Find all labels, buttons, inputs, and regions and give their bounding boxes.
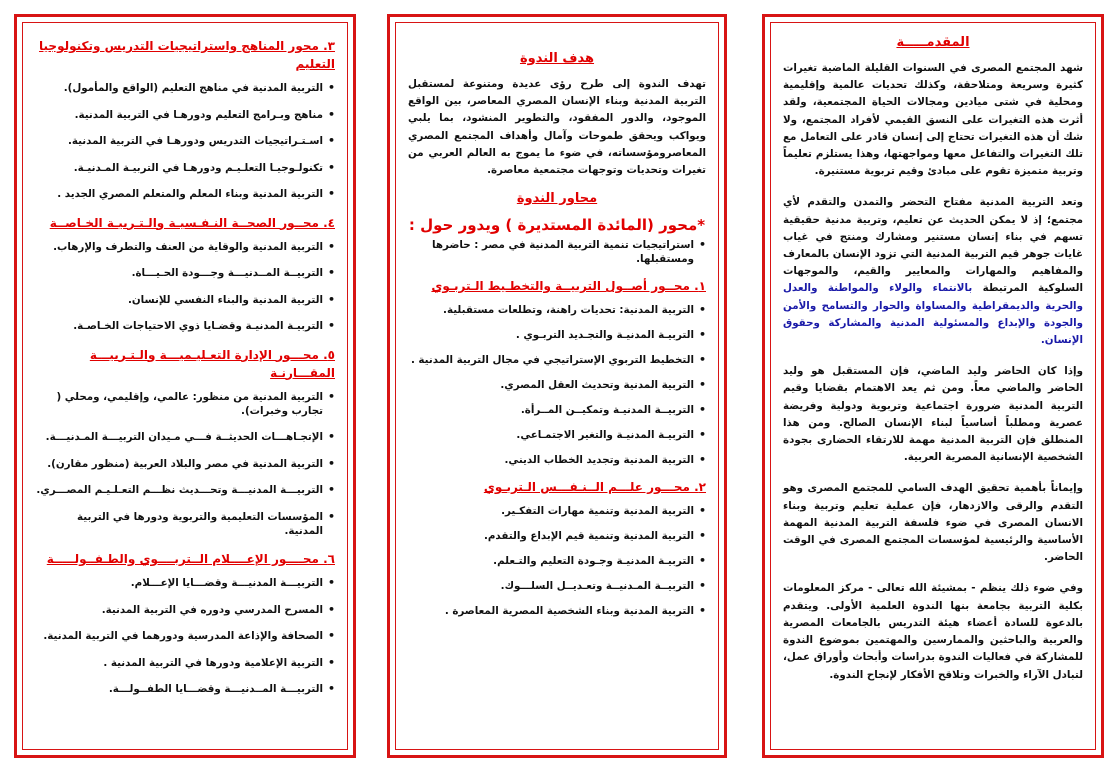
list-item: • التربية المدنية من منظور: عالمي، وإقليمي، ومحلي ( تجارب وخبرات). <box>35 390 335 418</box>
axis6-list <box>35 576 335 696</box>
list-item: • التربية المدنية وتنمية مهارات التفكـير. <box>408 504 706 518</box>
axis1-list <box>408 303 706 467</box>
axis3-list <box>35 81 335 201</box>
paragraph-text: وفي ضوء ذلك ينظم - بمشيئة الله تعالى - مركز المعلومات بكلية التربية بجامعة بنها الندوة العلمية الأولى. ويتقدم بالدعوة للسادة أعضاء هيئة التدريس بالجامعات المصرية والعربية والباحثين والممارسين والمهتمين بموضوع الندوة للمشاركة في فعاليات الندوة بدراسات وأبحاث وأوراق عمل، لتبادل الآراء والخبرات وتلاقح الأفكار لإنجاح الندوة. <box>783 582 1083 681</box>
axis5-list <box>35 390 335 538</box>
introduction-paragraph <box>783 194 1083 349</box>
paragraph-text: وإذا كان الحاضر وليد الماضي، فإن المستقبل هو وليد الحاضر والماضي معاً. ومن ثم يعد الاهتمام بقضايا وقيم التربية المدنية ضرورة اجتماعية وتربوية ودولية وفريضة عصرية ومطلباً أساسياً لبناء الإنسان الصالح. ومن هذا المنطلق فإن التربية المدنية مهمة للارتقاء الحضارى بجودة الشخصية الإنسانية المصرية العربية. <box>783 365 1083 464</box>
roundtable-list <box>408 238 706 266</box>
goal-text: تهدف الندوة إلى طرح رؤى عديدة ومتنوعة لمستقبل التربية المدنية وبناء الإنسان المصري المعاصر، بين الواقع الموجود، والدور المفقود، والتطوير المنشود، بما يلبي ويواكب ويحقق طموحات وآمال وأهداف المجتمع المصري المعاصرومؤسساته، في ضوء ما يموج به العالم العربي من تغيرات وتحديات وتوجهات مجتمعية معاصرة. <box>408 78 706 177</box>
list-item: • التربية الإعلامية ودورها في التربية المدنية . <box>35 656 335 670</box>
list-item: • مناهج وبـرامج التعليم ودورهـا في التربية المدنية. <box>35 108 335 122</box>
list-item: • التربيـة المدنيـة وقضـايا ذوي الاحتياجات الخـاصـة. <box>35 319 335 333</box>
list-item: • التربيــة المـدنيــة وتعـديــل السلـــوك. <box>408 579 706 593</box>
axis1-title: ١. محــور أصــول التربيــة والتخطـيط الـتربـوي <box>431 279 706 294</box>
axis2-title: ٢. محـــور علـــم الــنـفـــس الـتربـوي <box>483 480 706 495</box>
paragraph-text: شهد المجتمع المصرى في السنوات القليلة الماضية تغيرات كثيرة وسريعة ومتلاحقة، وكذلك تحديات عالمية وإقليمية ومحلية في شتى ميادين ومجالات الحياة المجتمعية، ولقد أثرت هذه التغيرات على النسق القيمي لأفراد المجتمع، ولا شك أن هذه التغيرات تحتاج إلى إنسان قادر على التعامل مع تلك التغيرات والتفاعل معها ومواجهتها، وهذا يستلزم تعليماً وتربية متميزة تقوم على مبادئ وقيم تربوية مستنيرة. <box>783 62 1083 178</box>
panel-introduction <box>762 14 1104 758</box>
list-item: • التربية المدنية في مناهج التعليم (الواقع والمأمول). <box>35 81 335 95</box>
axis5-title: ٥. محـــور الإدارة التعـليـميـــة والـتـربيـــة المقـــارنـة <box>89 347 335 380</box>
list-item: • التربية المدنية في مصر والبلاد العربية (منظور مقارن). <box>35 457 335 471</box>
list-item: • المؤسسات التعليمية والتربوية ودورها في التربية المدنية. <box>35 510 335 538</box>
axis6-title: ٦. محــــور الإعــــلام الــتربــــوي والطـفــولـــــة <box>46 552 335 566</box>
axis2-list <box>408 504 706 618</box>
panel-axes-continued <box>14 14 356 758</box>
list-item: • تكنولـوجيـا التعلـيـم ودورهـا في التربيـة المـدنيـة. <box>35 161 335 175</box>
goal-title: هدف الندوة <box>519 51 595 66</box>
axis3-title: ٣. محور المناهج واستراتيجيات التدريس وتكنولوجيا التعليم <box>39 39 335 71</box>
list-item: • التربية المدنية: تحديات راهنة، وتطلعات مستقبلية. <box>408 303 706 317</box>
list-item: • المسرح المدرسي ودوره في التربية المدنية. <box>35 603 335 617</box>
list-item: • التربيــة المدنيـة وتمكيــن المــرأة. <box>408 403 706 417</box>
introduction-paragraph <box>783 363 1083 466</box>
list-item: • الإتجـاهـــات الحديثــة فـــي مـيدان التربيـــة المـدنيـــة. <box>35 430 335 444</box>
list-item: • التربية المدنية وتنمية قيم الإبداع والتقدم. <box>408 529 706 543</box>
introduction-paragraph <box>783 580 1083 683</box>
introduction-paragraph <box>783 60 1083 180</box>
introduction-title: المقدمـــــة <box>896 35 970 50</box>
list-item: • الصحافة والإذاعة المدرسية ودورهما في التربية المدنية. <box>35 629 335 643</box>
list-item: • التربية المدنية والوقاية من العنف والتطرف والإرهاب. <box>35 240 335 254</box>
introduction-paragraph <box>783 480 1083 566</box>
panel-goal-axes <box>387 14 727 758</box>
list-item: • اسـتـراتيجيات التدريس ودورهـا في التربية المدنية. <box>35 134 335 148</box>
list-item: • التخطيط التربوي الإستراتيجي في مجال التربية المدنية . <box>408 353 706 367</box>
panel-introduction-inner <box>770 22 1096 750</box>
list-item: • التربية المدنية وبناء الشخصية المصرية المعاصرة . <box>408 604 706 618</box>
axes-title: محاور الندوة <box>516 191 598 207</box>
list-item: • التربيــة المــدنيـــة وجـــودة الحـيـــاة. <box>35 266 335 280</box>
paragraph-text: وتعد التربية المدنية مفتاح التحضر والتمدن والتقدم لأي مجتمع؛ إذ لا يمكن الحديث عن تعليم، وتربية مدنية حقيقية تسهم في بناء إنسان مستنير ومشارك ومنتج في غياب غايات جوهر قيم التربية المدنية التي تزود الإنسان بالمعارف والمفاهيم والمهارات والمعايير والقيم، والموجهات السلوكية المرتبطة <box>783 196 1084 295</box>
list-item: • استراتيجيات تنمية التربية المدنية في مصر : حاضرها ومستقبلها. <box>408 238 706 266</box>
panel-axes-continued-inner <box>22 22 348 750</box>
list-item: • التربيـة المدنيـة والتغير الاجتمـاعي. <box>408 428 706 442</box>
list-item: • التربية المدنية وتجديد الخطاب الديني. <box>408 453 706 467</box>
axis4-list <box>35 240 335 334</box>
panel-goal-axes-inner <box>395 22 719 750</box>
list-item: • التربية المدنية وبناء المعلم والمتعلم المصري الجديد . <box>35 187 335 201</box>
list-item: • التربية المدنية والبناء النفسي للإنسان. <box>35 293 335 307</box>
highlighted-text: بالانتماء والولاء والمواطنة والعدل والحرية والديمقراطية والمساواة والحوار والتسامح والأمن والجودة والإبداع والمسئولية المدنية والمشاركة وحقوق الإنسان. <box>783 282 1083 347</box>
list-item: • التربيـــة المدنيـــة وقضـــايا الإعـــلام. <box>35 576 335 590</box>
roundtable-title: *محور (المائدة المستديرة ) ويدور حول : <box>408 216 706 235</box>
list-item: • التربيـة المدنيـة وجـودة التعليم والتـعلم. <box>408 554 706 568</box>
list-item: • التربيـة المدنيـة والتجـديد التربـوي . <box>408 328 706 342</box>
list-item: • التربيـــة المدنيـــة وتحـــديث نظـــم التعـلـيـم المصـــري. <box>35 483 335 497</box>
list-item: • التربية المدنية وتحديث العقل المصري. <box>408 378 706 392</box>
list-item: • التربيـــة المــدنيـــة وقضـــايا الطفــولـــة. <box>35 682 335 696</box>
paragraph-text: وإيماناً بأهمية تحقيق الهدف السامي للمجتمع المصرى وهو التقدم والرقى والازدهار، فإن عملية تعليم وتربية وبناء الانسان المصرى في ضوء فلسفة التربية المدنية المهمة الأساسية والرئيسية لمؤسسات المجتمع المصرى في الوقت الحاضر. <box>783 482 1083 564</box>
axis4-title: ٤. محــور الصحــة النـفـسيـة والـتـربيـة الخـاصــة <box>49 215 335 230</box>
introduction-body <box>783 60 1083 684</box>
